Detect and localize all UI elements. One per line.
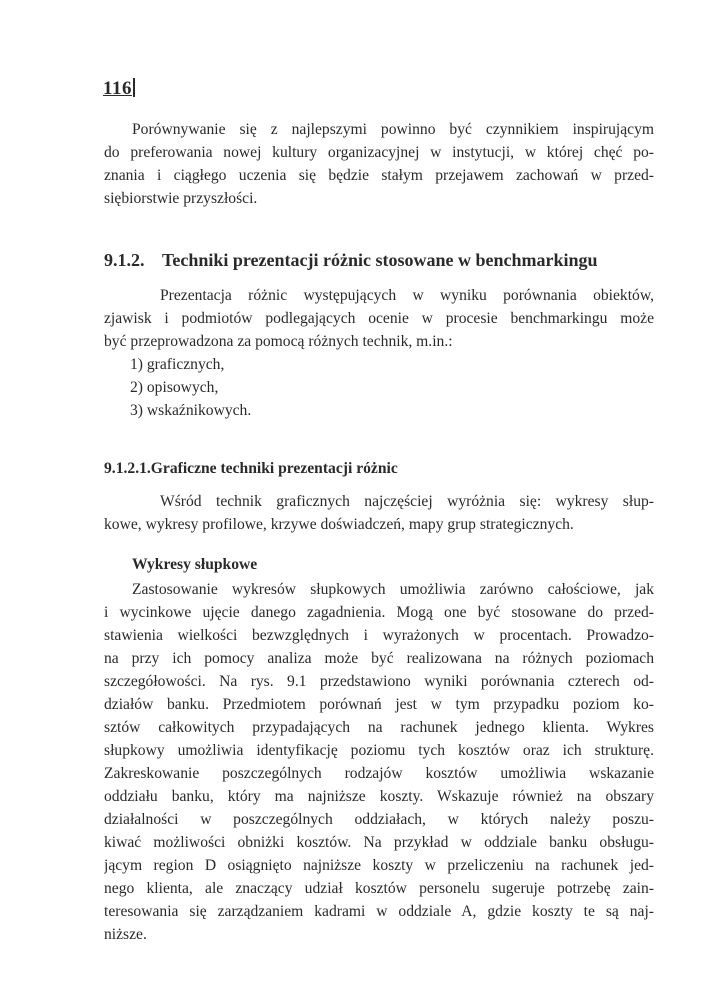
page-number-rule	[133, 78, 135, 97]
graphic-techniques-paragraph	[104, 490, 654, 536]
paragraph-line: Zastosowanie wykresów słupkowych umożliwia zarówno całościowe, jak	[132, 581, 654, 598]
paragraph-line: teresowania się zarządzaniem kadrami w oddziale A, gdzie koszty te są naj-	[104, 903, 654, 920]
paragraph-line: słupkowy umożliwia identyfikację poziomu tych kosztów oraz ich strukturę.	[104, 742, 654, 759]
paragraph-line: szczegółowości. Na rys. 9.1 przedstawiono wyniki porównania czterech od-	[104, 673, 654, 690]
paragraph-line: stawienia wielkości bezwzględnych i wyrażonych w procentach. Prowadzo-	[104, 627, 654, 644]
subsection-heading	[104, 460, 398, 478]
section-heading	[104, 250, 664, 271]
subsection-number: 9.1.2.1.	[104, 460, 151, 477]
subheading-bar-charts: Wykresy słupkowe	[132, 556, 258, 573]
page-number-text: 116	[103, 78, 132, 99]
intro-paragraph	[104, 118, 654, 210]
techniques-list	[130, 353, 251, 422]
paragraph-line: niższe.	[104, 926, 147, 943]
paragraph-line: jącym region D osiągnięto najniższe koszty w przeliczeniu na rachunek jed-	[104, 857, 654, 874]
paragraph-line: kowe, wykresy profilowe, krzywe doświadczeń, mapy grup strategicznych.	[104, 516, 574, 533]
techniques-paragraph	[104, 284, 654, 353]
paragraph-line: działów banku. Przedmiotem porównań jest w tym przypadku poziom ko-	[104, 696, 654, 713]
page-number	[103, 78, 135, 100]
bar-charts-paragraph	[104, 578, 654, 946]
paragraph-line: sztów całkowitych przypadających na rachunek jednego klienta. Wykres	[104, 719, 654, 736]
paragraph-line: Prezentacja różnic występujących w wyniku porównania obiektów,	[160, 287, 654, 304]
paragraph-line: nego klienta, ale znaczący udział kosztów personelu sugeruje potrzebę zain-	[104, 880, 654, 897]
paragraph-line: Wśród technik graficznych najczęściej wyróżnia się: wykresy słup-	[160, 493, 654, 510]
paragraph-line: na przy ich pomocy analiza może być realizowana na różnych poziomach	[104, 650, 654, 667]
section-number: 9.1.2.	[104, 250, 145, 270]
subsection-title: Graficzne techniki prezentacji różnic	[150, 460, 398, 477]
paragraph-line: i wycinkowe ujęcie danego zagadnienia. Mogą one być stosowane do przed-	[104, 604, 654, 621]
paragraph-line: zjawisk i podmiotów podlegających ocenie w procesie benchmarkingu może	[104, 310, 654, 327]
paragraph-line: Porównywanie się z najlepszymi powinno być czynnikiem inspirującym	[132, 121, 654, 138]
paragraph-line: siębiorstwie przyszłości.	[104, 190, 258, 207]
section-title: Techniki prezentacji różnic stosowane w benchmarkingu	[162, 250, 598, 270]
list-item: 1) graficznych,	[130, 356, 225, 373]
list-item: 2) opisowych,	[130, 379, 219, 396]
paragraph-line: działalności w poszczególnych oddziałach, w których należy poszu-	[104, 811, 654, 828]
paragraph-line: Zakreskowanie poszczególnych rodzajów kosztów umożliwia wskazanie	[104, 765, 654, 782]
paragraph-line: oddziału banku, który ma najniższe koszty. Wskazuje również na obszary	[104, 788, 654, 805]
paragraph-line: do preferowania nowej kultury organizacyjnej w instytucji, w której chęć po-	[104, 144, 654, 161]
list-item: 3) wskaźnikowych.	[130, 402, 252, 419]
paragraph-line: znania i ciągłego uczenia się będzie stałym przejawem zachowań w przed-	[104, 167, 654, 184]
paragraph-line: kiwać możliwości obniżki kosztów. Na przykład w oddziale banku obsługu-	[104, 834, 654, 851]
paragraph-line: być przeprowadzona za pomocą różnych technik, m.in.:	[104, 333, 453, 350]
